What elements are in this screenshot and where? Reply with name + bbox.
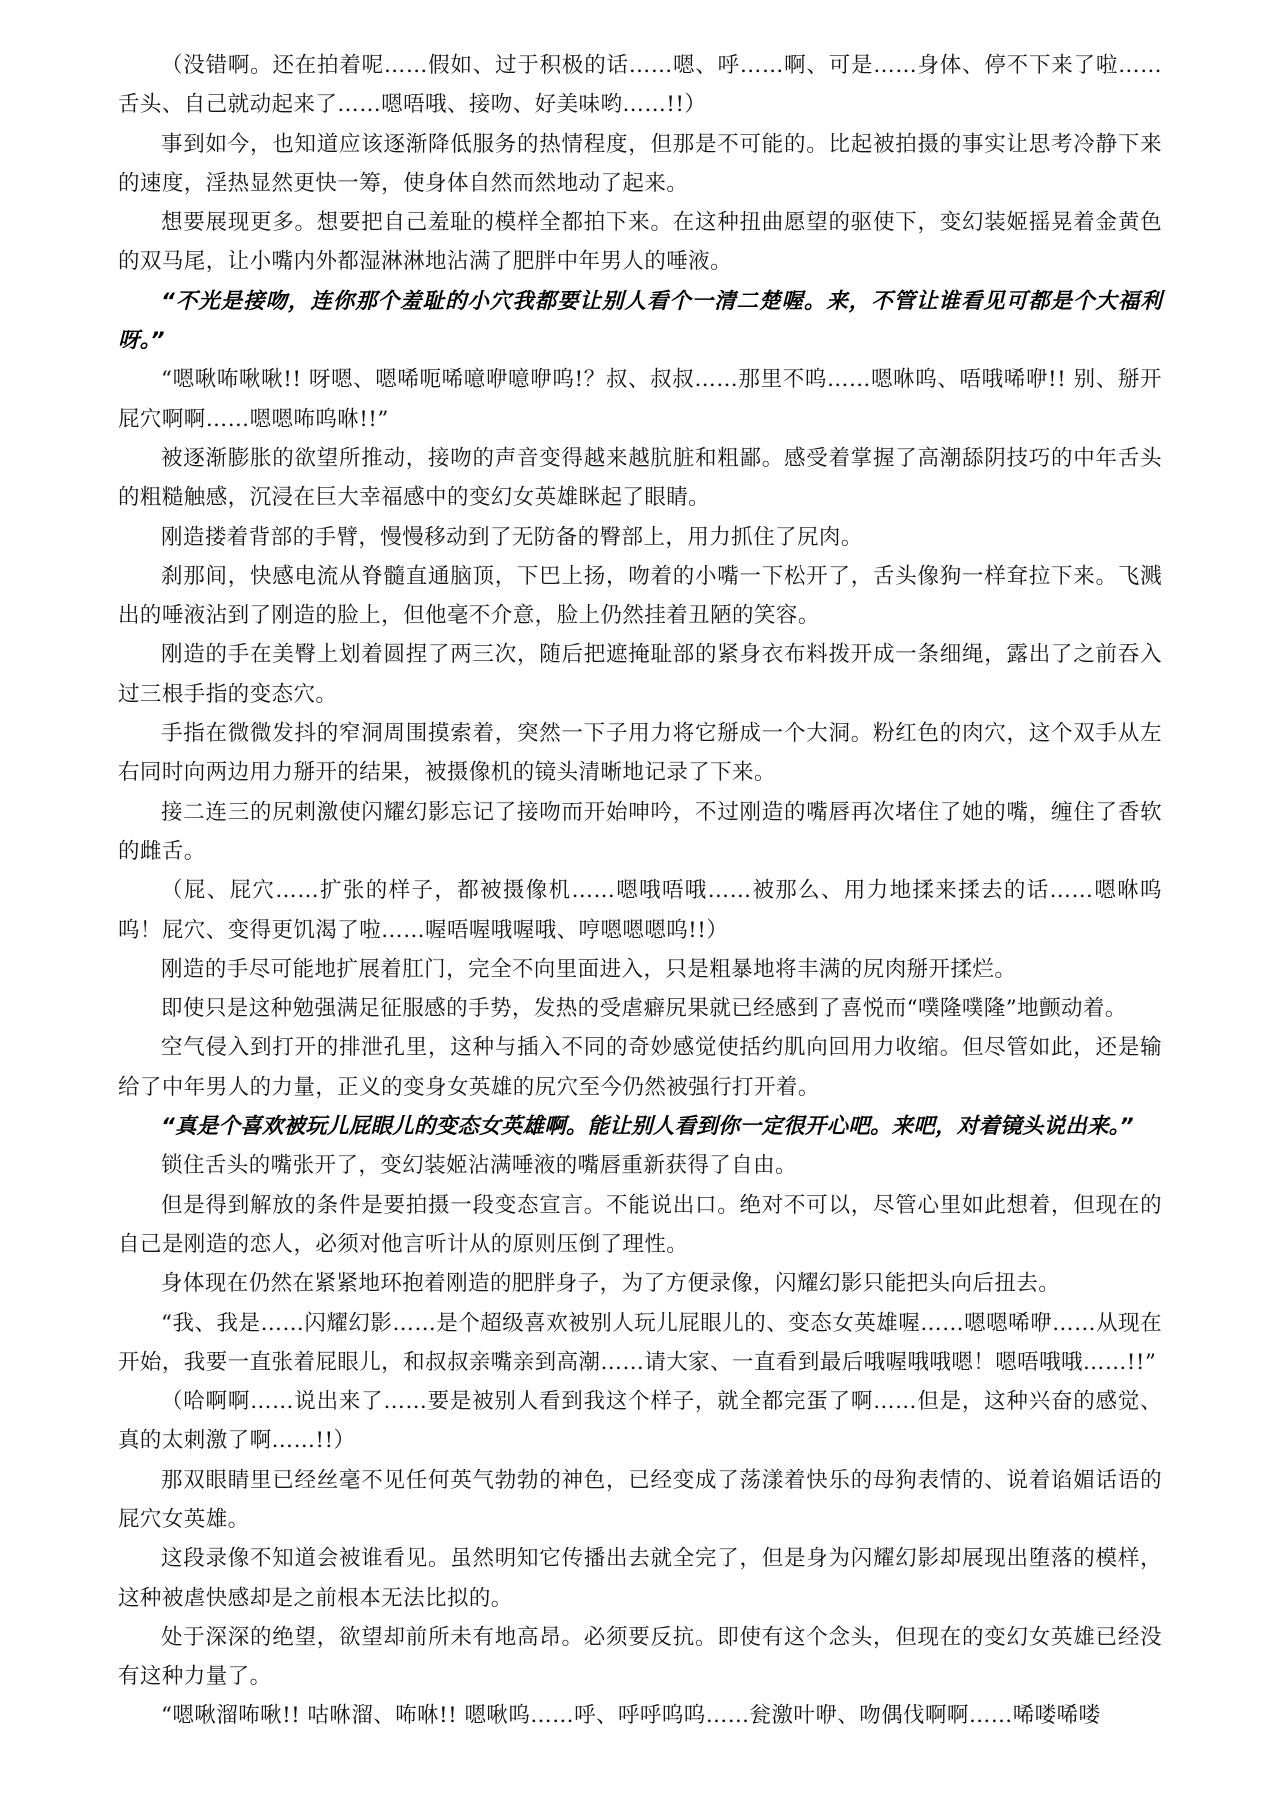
paragraph-b1: （没错啊。还在拍着呢……假如、过于积极的话……嗯、呼……啊、可是……身体、停不下来了啦……舌头、自己就动起来了……嗯唔哦、接吻、好美味哟……!!） — [118, 53, 1162, 118]
emphasized-dialogue-1: “不光是接吻，连你那个羞耻的小穴我都要让别人看个一清二楚喔。来，不管让谁看见可都是个大福利呀。” — [118, 288, 1162, 354]
paragraph-b10: 手指在微微发抖的窄洞周围摸索着，突然一下子用力将它掰成一个大洞。粉红色的肉穴，这个双手从左右同时向两边用力掰开的结果，被摄像机的镜头清晰地记录了下来。 — [118, 721, 1162, 786]
paragraph-b24: 处于深深的绝望，欲望却前所未有地高昂。必须要反抗。即使有这个念头，但现在的变幻女英雄已经没有这种力量了。 — [118, 1624, 1162, 1690]
paragraph-b3: 想要展现更多。想要把自己羞耻的模样全都拍下来。在这种扭曲愿望的驱使下，变幻装姬摇晃着金黄色的双马尾，让小嘴内外都湿淋淋地沾满了肥胖中年男人的唾液。 — [118, 210, 1162, 275]
paragraph-b13: 刚造的手尽可能地扩展着肛门，完全不向里面进入，只是粗暴地将丰满的尻肉掰开揉烂。 — [161, 956, 1017, 982]
paragraph-b19: 身体现在仍然在紧紧地环抱着刚造的肥胖身子，为了方便录像，闪耀幻影只能把头向后扭去。 — [161, 1271, 1061, 1297]
paragraph-b6: 被逐渐膨胀的欲望所推动，接吻的声音变得越来越肮脏和粗鄙。感受着掌握了高潮舔阴技巧的中年舌头的粗糙触感，沉浸在巨大幸福感中的变幻女英雄眯起了眼睛。 — [118, 445, 1162, 511]
paragraph-b7: 刚造搂着背部的手臂，慢慢移动到了无防备的臀部上，用力抓住了尻肉。 — [161, 524, 863, 550]
paragraph-b15: 空气侵入到打开的排泄孔里，这种与插入不同的奇妙感觉使括约肌向回用力收缩。但尽管如此，还是输给了中年男人的力量，正义的变身女英雄的尻穴至今仍然被强行打开着。 — [118, 1035, 1162, 1100]
paragraph-b12: （屁、屁穴……扩张的样子，都被摄像机……嗯哦唔哦……被那么、用力地揉来揉去的话……嗯咻呜呜！屁穴、变得更饥渴了啦……喔唔喔哦喔哦、哼嗯嗯嗯呜!!） — [118, 878, 1162, 943]
paragraph-b21: （哈啊啊……说出来了……要是被别人看到我这个样子，就全都完蛋了啊……但是，这种兴奋的感觉、真的太刺激了啊……!!） — [118, 1389, 1162, 1454]
paragraph-b8: 刹那间，快感电流从脊髓直通脑顶，下巴上扬，吻着的小嘴一下松开了，舌头像狗一样耷拉下来。飞溅出的唾液沾到了刚造的脸上，但他毫不介意，脸上仍然挂着丑陋的笑容。 — [118, 563, 1162, 629]
paragraph-b20: “我、我是……闪耀幻影……是个超级喜欢被别人玩儿屁眼儿的、变态女英雄喔……嗯嗯唏咿……从现在开始，我要一直张着屁眼儿，和叔叔亲嘴亲到高潮……请大家、一直看到最后哦喔哦哦嗯！嗯唔哦哦……!!” — [118, 1310, 1162, 1375]
paragraph-b22: 那双眼睛里已经丝毫不见任何英气勃勃的神色，已经变成了荡漾着快乐的母狗表情的、说着谄媚话语的屁穴女英雄。 — [118, 1467, 1162, 1532]
paragraph-b23: 这段录像不知道会被谁看见。虽然明知它传播出去就全完了，但是身为闪耀幻影却展现出堕落的模样，这种被虐快感却是之前根本无法比拟的。 — [118, 1546, 1162, 1611]
paragraph-b9: 刚造的手在美臀上划着圆捏了两三次，随后把遮掩耻部的紧身衣布料拨开成一条细绳，露出了之前吞入过三根手指的变态穴。 — [118, 642, 1162, 707]
paragraph-b2: 事到如今，也知道应该逐渐降低服务的热情程度，但那是不可能的。比起被拍摄的事实让思考冷静下来的速度，淫热显然更快一筹，使身体自然而然地动了起来。 — [118, 131, 1162, 196]
paragraph-b17: 锁住舌头的嘴张开了，变幻装姬沾满唾液的嘴唇重新获得了自由。 — [161, 1153, 797, 1179]
emphasized-dialogue-2: “真是个喜欢被玩儿屁眼儿的变态女英雄啊。能让别人看到你一定很开心吧。来吧，对着镜头说出来。” — [161, 1114, 1134, 1140]
paragraph-b5: “嗯啾咘啾啾!! 呀嗯、嗯唏呃唏噫咿噫咿呜!？叔、叔叔……那里不呜……嗯咻呜、唔哦唏咿!! 别、掰开屁穴啊啊……嗯嗯咘呜咻!!” — [118, 367, 1162, 432]
paragraph-b11: 接二连三的尻刺激使闪耀幻影忘记了接吻而开始呻吟，不过刚造的嘴唇再次堵住了她的嘴，缠住了香软的雌舌。 — [118, 799, 1162, 864]
paragraph-b14: 即使只是这种勉强满足征服感的手势，发热的受虐癖尻果就已经感到了喜悦而“噗隆噗隆”地颤动着。 — [161, 996, 1127, 1022]
paragraph-b18: 但是得到解放的条件是要拍摄一段变态宣言。不能说出口。绝对不可以，尽管心里如此想着，但现在的自己是刚造的恋人，必须对他言听计从的原则压倒了理性。 — [118, 1192, 1162, 1257]
paragraph-b25: “嗯啾溜咘啾!! 咕咻溜、咘咻!! 嗯啾呜……呼、呼呼呜呜……瓮激叶咿、吻偶伐啊啊……唏喽唏喽 — [161, 1703, 1101, 1729]
document-body — [118, 46, 1162, 1736]
